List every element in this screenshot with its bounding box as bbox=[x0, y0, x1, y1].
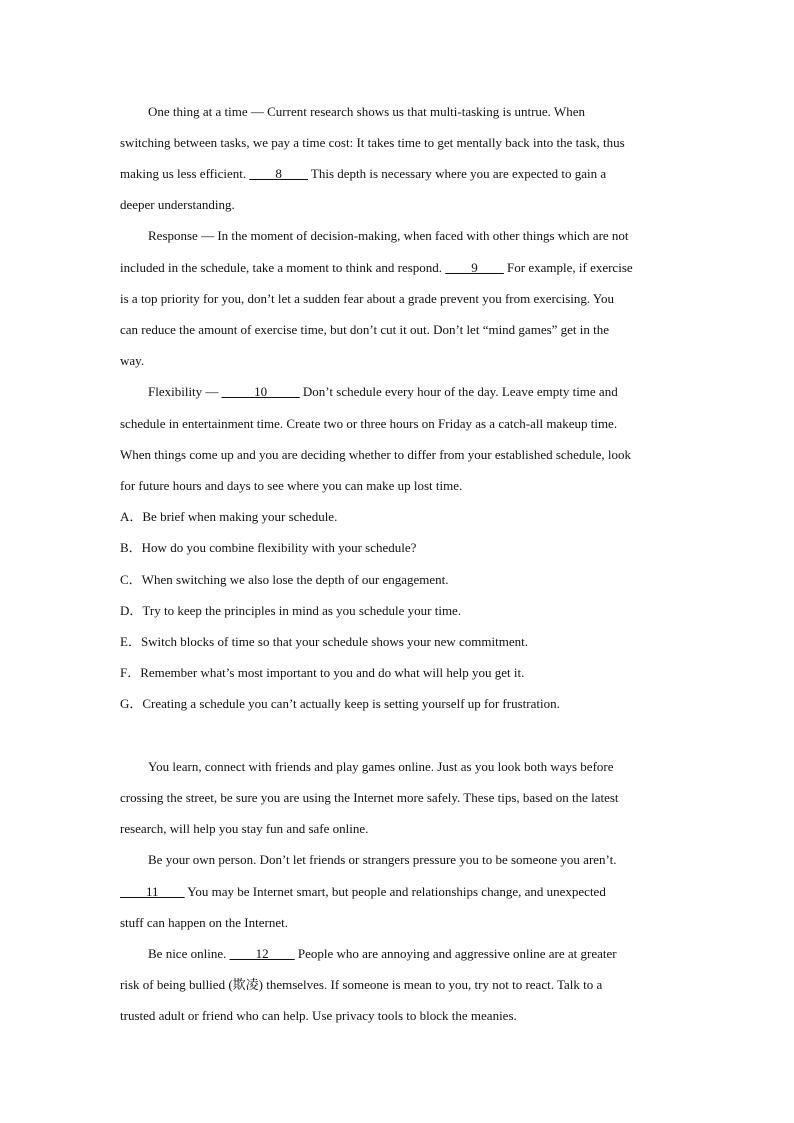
option-e: E．Switch blocks of time so that your schedule shows your new commitment. bbox=[120, 634, 528, 649]
text-segment: You may be Internet smart, but people and relationships change, and unexpected bbox=[184, 884, 606, 899]
paragraph-own-person-line-3: stuff can happen on the Internet. bbox=[120, 915, 288, 930]
paragraph-flexibility-line-3: When things come up and you are deciding whether to differ from your established schedule, look bbox=[120, 447, 631, 462]
text-segment: Don’t schedule every hour of the day. Leave empty time and bbox=[299, 384, 618, 399]
answer-blank-12[interactable]: ____12____ bbox=[229, 946, 295, 961]
paragraph-be-nice-line-2: risk of being bullied (欺凌) themselves. If someone is mean to you, try not to react. Talk to a bbox=[120, 977, 603, 992]
text-segment: included in the schedule, take a moment to think and respond. bbox=[120, 260, 446, 275]
answer-blank-8[interactable]: ____8____ bbox=[249, 166, 308, 181]
paragraph-one-thing-line-4: deeper understanding. bbox=[120, 197, 235, 212]
paragraph-one-thing-line-3 bbox=[120, 166, 606, 182]
option-a: A．Be brief when making your schedule. bbox=[120, 509, 338, 524]
text-segment: Be nice online. bbox=[148, 946, 230, 961]
paragraph-response-line-3: is a top priority for you, don’t let a sudden fear about a grade prevent you from exercising. You bbox=[120, 291, 614, 306]
paragraph-own-person-line-1: Be your own person. Don’t let friends or strangers pressure you to be someone you aren’t. bbox=[148, 852, 617, 867]
paragraph-own-person-line-2 bbox=[120, 884, 606, 900]
paragraph-response-line-5: way. bbox=[120, 353, 145, 368]
paragraph-intro-line-3: research, will help you stay fun and safe online. bbox=[120, 821, 369, 836]
paragraph-be-nice-line-3: trusted adult or friend who can help. Use privacy tools to block the meanies. bbox=[120, 1008, 517, 1023]
text-segment: making us less efficient. bbox=[120, 166, 250, 181]
answer-blank-10[interactable]: _____10_____ bbox=[221, 384, 300, 399]
paragraph-response-line-1: Response — In the moment of decision-making, when faced with other things which are not bbox=[148, 228, 629, 243]
paragraph-response-line-2 bbox=[120, 260, 633, 276]
paragraph-be-nice-line-1 bbox=[148, 946, 617, 962]
text-segment: This depth is necessary where you are expected to gain a bbox=[307, 166, 607, 181]
option-g: G．Creating a schedule you can’t actually keep is setting yourself up for frustration. bbox=[120, 696, 560, 711]
text-segment: For example, if exercise bbox=[503, 260, 633, 275]
paragraph-flexibility-line-4: for future hours and days to see where you can make up lost time. bbox=[120, 478, 463, 493]
paragraph-intro-line-1: You learn, connect with friends and play games online. Just as you look both ways before bbox=[148, 759, 614, 774]
paragraph-response-line-4: can reduce the amount of exercise time, but don’t cut it out. Don’t let “mind games” get in the bbox=[120, 322, 610, 337]
text-segment: People who are annoying and aggressive online are at greater bbox=[294, 946, 617, 961]
paragraph-flexibility-line-2: schedule in entertainment time. Create two or three hours on Friday as a catch-all makeup time. bbox=[120, 416, 618, 431]
answer-blank-9[interactable]: ____9____ bbox=[445, 260, 504, 275]
paragraph-one-thing-line-1: One thing at a time — Current research shows us that multi-tasking is untrue. When bbox=[148, 104, 585, 119]
option-c: C．When switching we also lose the depth of our engagement. bbox=[120, 572, 449, 587]
option-b: B．How do you combine flexibility with your schedule? bbox=[120, 540, 417, 555]
option-f: F．Remember what’s most important to you and do what will help you get it. bbox=[120, 665, 525, 680]
paragraph-intro-line-2: crossing the street, be sure you are using the Internet more safely. These tips, based on the latest bbox=[120, 790, 619, 805]
answer-blank-11[interactable]: ____11____ bbox=[120, 884, 185, 899]
paragraph-flexibility-line-1 bbox=[148, 384, 618, 400]
text-segment: Flexibility — bbox=[148, 384, 222, 399]
option-d: D．Try to keep the principles in mind as you schedule your time. bbox=[120, 603, 462, 618]
paragraph-one-thing-line-2: switching between tasks, we pay a time cost: It takes time to get mentally back into the task, thus bbox=[120, 135, 625, 150]
